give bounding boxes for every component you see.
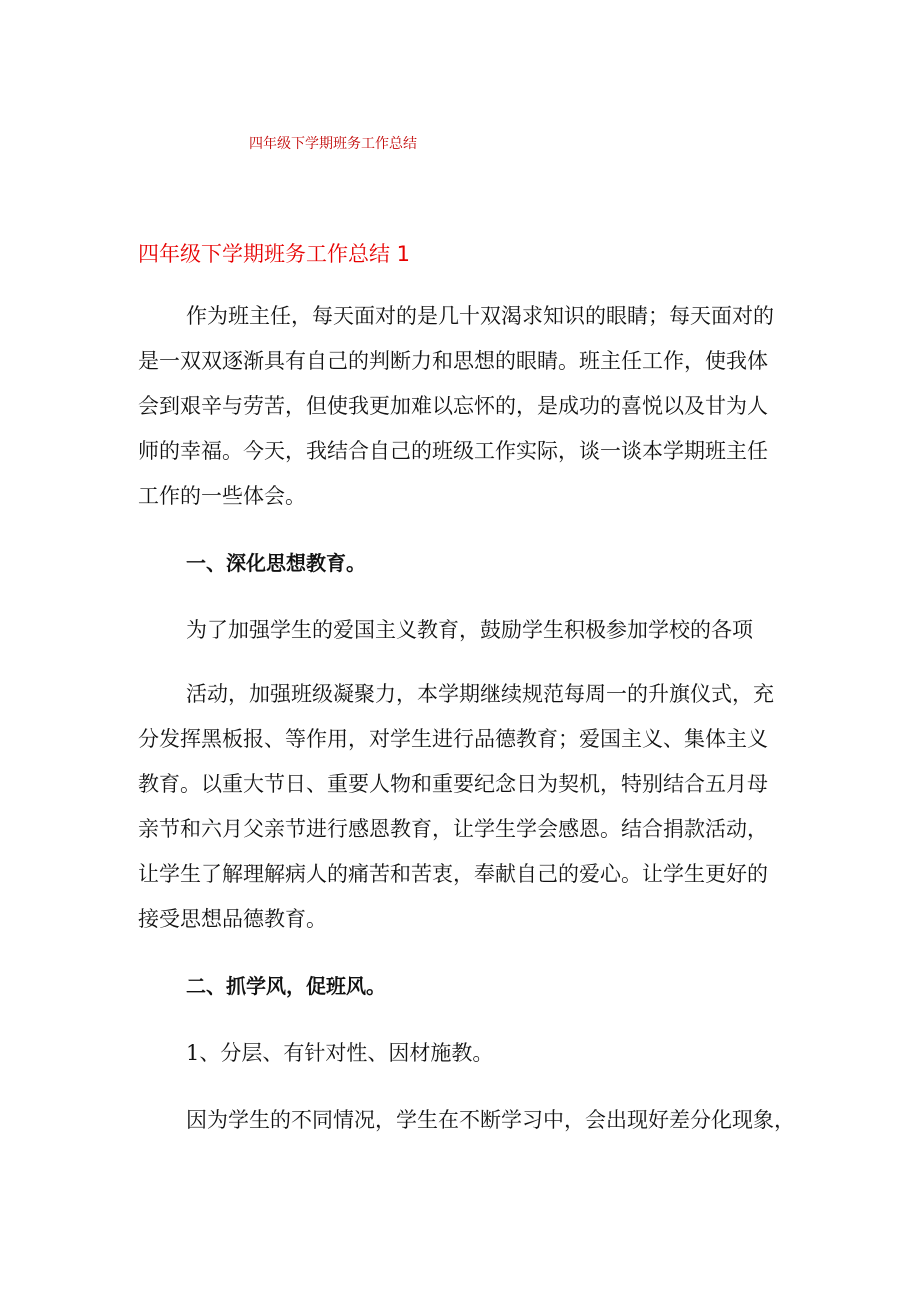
- intro-line-4: 师的幸福。今天，我结合自己的班级工作实际，谈一谈本学期班主任: [138, 439, 768, 463]
- intro-line-1: 作为班主任，每天面对的是几十双渴求知识的眼睛；每天面对的: [186, 304, 774, 328]
- section1-title: 一、深化思想教育。: [186, 551, 366, 575]
- section1-line-4: 亲节和六月父亲节进行感恩教育，让学生学会感恩。结合捐款活动，: [138, 817, 768, 841]
- document-heading: 四年级下学期班务工作总结 1: [138, 242, 411, 266]
- section1-line-1: 活动，加强班级凝聚力，本学期继续规范每周一的升旗仪式，充: [186, 682, 774, 706]
- section1-line-3: 教育。以重大节日、重要人物和重要纪念日为契机，特别结合五月母: [138, 772, 768, 796]
- section1-line-5: 让学生了解理解病人的痛苦和苦衷，奉献自己的爱心。让学生更好的: [138, 862, 768, 886]
- section1-line-2: 分发挥黑板报、等作用，对学生进行品德教育；爱国主义、集体主义: [138, 727, 768, 751]
- section1-line-6: 接受思想品德教育。: [138, 907, 327, 931]
- section1-lead: 为了加强学生的爱国主义教育，鼓励学生积极参加学校的各项: [186, 618, 753, 642]
- section2-line-1: 因为学生的不同情况，学生在不断学习中，会出现好差分化现象，: [186, 1108, 795, 1132]
- intro-line-2: 是一双双逐渐具有自己的判断力和思想的眼睛。班主任工作，使我体: [138, 349, 768, 373]
- section2-subtitle: 1、分层、有针对性、因材施教。: [186, 1041, 494, 1065]
- document-top-title: 四年级下学期班务工作总结: [249, 136, 417, 152]
- section2-title: 二、抓学风，促班风。: [186, 974, 386, 998]
- intro-line-3: 会到艰辛与劳苦，但使我更加难以忘怀的，是成功的喜悦以及甘为人: [138, 394, 768, 418]
- intro-line-5: 工作的一些体会。: [138, 484, 306, 508]
